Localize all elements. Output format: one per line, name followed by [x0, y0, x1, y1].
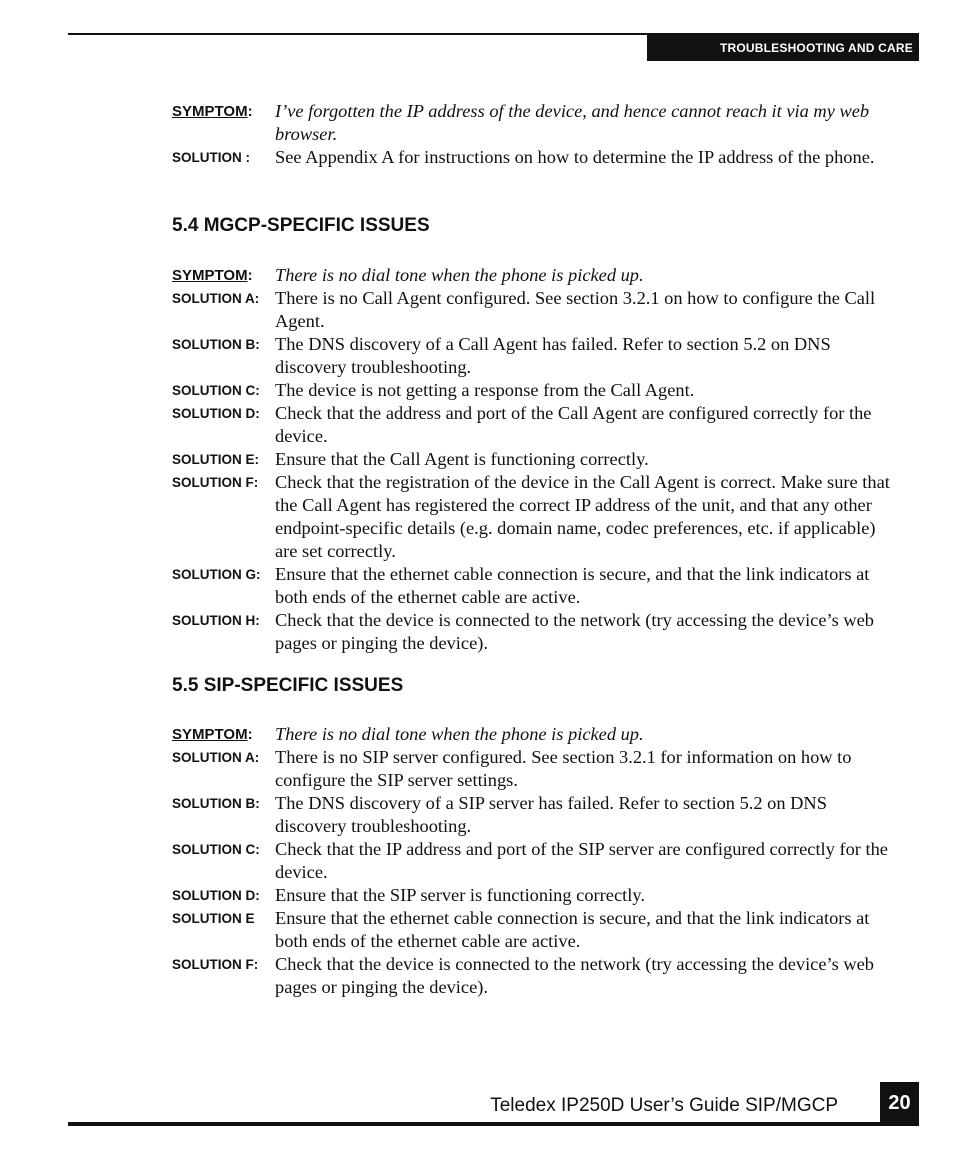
solution-row: [172, 379, 892, 402]
solution-row: [172, 792, 892, 838]
symptom-label: SYMPTOM:: [172, 267, 253, 284]
solution-label: SOLUTION E:: [172, 452, 259, 467]
solution-text: Check that the IP address and port of the SIP server are configured correctly for the device.: [275, 839, 888, 882]
solution-text: There is no SIP server configured. See section 3.2.1 for information on how to configure the SIP server settings.: [275, 747, 852, 790]
solution-label: SOLUTION F:: [172, 475, 259, 490]
page-number: 20: [880, 1082, 919, 1124]
solution-label: SOLUTION D:: [172, 406, 260, 421]
solution-label: SOLUTION H:: [172, 613, 260, 628]
solution-text: The DNS discovery of a SIP server has failed. Refer to section 5.2 on DNS discovery troubleshooting.: [275, 793, 827, 836]
section-title-sip: 5.5 SIP-SPECIFIC ISSUES: [172, 675, 404, 696]
solution-row: [172, 884, 892, 907]
solution-row: [172, 609, 892, 655]
solution-text: See Appendix A for instructions on how to determine the IP address of the phone.: [275, 147, 875, 167]
solution-row: [172, 333, 892, 379]
section-title-mgcp: 5.4 MGCP-SPECIFIC ISSUES: [172, 215, 430, 236]
solution-label: SOLUTION B:: [172, 796, 260, 811]
symptom-row: [172, 264, 892, 287]
solution-label: SOLUTION C:: [172, 383, 260, 398]
solution-text: The device is not getting a response from the Call Agent.: [275, 380, 695, 400]
solution-label: SOLUTION F:: [172, 957, 259, 972]
symptom-row: [172, 100, 892, 146]
solution-label: SOLUTION B:: [172, 337, 260, 352]
solution-row: [172, 907, 892, 953]
solution-text: Ensure that the ethernet cable connection is secure, and that the link indicators at both ends of the ethernet cable are active.: [275, 564, 870, 607]
solution-text: Check that the address and port of the Call Agent are configured correctly for the device.: [275, 403, 872, 446]
solution-label: SOLUTION A:: [172, 750, 260, 765]
symptom-text: I’ve forgotten the IP address of the device, and hence cannot reach it via my web browser.: [275, 101, 870, 144]
solution-text: Check that the device is connected to the network (try accessing the device’s web pages or pinging the device).: [275, 954, 875, 997]
solution-label: SOLUTION C:: [172, 842, 260, 857]
solution-row: [172, 448, 892, 471]
solution-row: [172, 402, 892, 448]
solution-row: [172, 953, 892, 999]
solution-text: Check that the device is connected to the network (try accessing the device’s web pages or pinging the device).: [275, 610, 875, 653]
symptom-text: There is no dial tone when the phone is picked up.: [275, 724, 644, 744]
solution-row: [172, 563, 892, 609]
solution-label: SOLUTION E: [172, 911, 255, 926]
solution-label: SOLUTION G:: [172, 567, 261, 582]
solution-label: SOLUTION A:: [172, 291, 260, 306]
solution-row: [172, 471, 892, 563]
solution-text: There is no Call Agent configured. See section 3.2.1 on how to configure the Call Agent.: [275, 288, 876, 331]
solution-text: Ensure that the Call Agent is functioning correctly.: [275, 449, 649, 469]
symptom-text: There is no dial tone when the phone is picked up.: [275, 265, 644, 285]
solution-row: [172, 838, 892, 884]
solution-label: SOLUTION D:: [172, 888, 260, 903]
symptom-label: SYMPTOM:: [172, 726, 253, 743]
solution-text: Ensure that the SIP server is functioning correctly.: [275, 885, 645, 905]
footer-guide-title: Teledex IP250D User’s Guide SIP/MGCP: [490, 1095, 838, 1116]
solution-row: [172, 287, 892, 333]
solution-row: [172, 746, 892, 792]
solution-text: The DNS discovery of a Call Agent has failed. Refer to section 5.2 on DNS discovery troubleshooting.: [275, 334, 831, 377]
section-header-tab: TROUBLESHOOTING AND CARE: [647, 35, 919, 61]
solution-label: SOLUTION :: [172, 150, 250, 165]
solution-row: [172, 146, 892, 169]
bottom-rule: [68, 1122, 919, 1126]
mgcp-block: [172, 264, 892, 655]
solution-text: Ensure that the ethernet cable connection is secure, and that the link indicators at both ends of the ethernet cable are active.: [275, 908, 870, 951]
sip-block: [172, 723, 892, 999]
symptom-label: SYMPTOM:: [172, 103, 253, 120]
solution-text: Check that the registration of the device in the Call Agent is correct. Make sure that the Call Agent has registered the correct IP address of the unit, and that any other endpoint-specific details (e.g. domain name, codec preferences, etc. if applicable) are set correctly.: [275, 472, 890, 561]
intro-block: [172, 100, 892, 169]
symptom-row: [172, 723, 892, 746]
